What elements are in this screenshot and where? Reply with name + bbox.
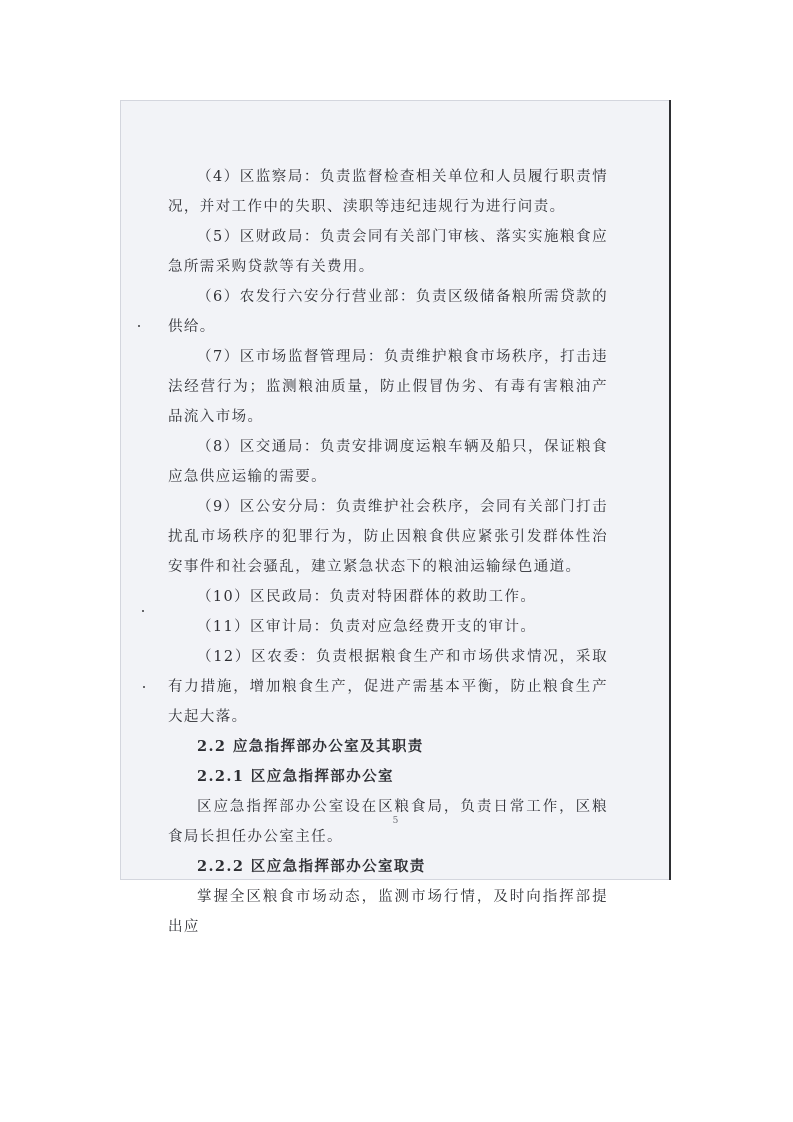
paragraph-finance-bureau: （5）区财政局：负责会同有关部门审核、落实实施粮食应急所需采购贷款等有关费用。	[168, 229, 608, 275]
scan-speck	[142, 610, 144, 612]
paragraph-agricultural-bank: （6）农发行六安分行营业部：负责区级储备粮所需贷款的供给。	[168, 289, 608, 335]
scan-speck	[138, 325, 140, 327]
page-number: 5	[392, 816, 399, 826]
paragraph-public-security: （9）区公安分局：负责维护社会秩序，会同有关部门打击扰乱市场秩序的犯罪行为，防止因粮食供应紧张引发群体性治安事件和社会骚乱，建立紧急状态下的粮油运输绿色通道。	[168, 499, 608, 575]
section-heading-2-2-2: 2.2.2 区应急指挥部办公室取责	[197, 858, 426, 875]
scanned-page	[120, 100, 671, 935]
paragraph-market-supervision: （7）区市场监督管理局：负责维护粮食市场秩序，打击违法经营行为；监测粮油质量，防止假冒伪劣、有毒有害粮油产品流入市场。	[168, 349, 608, 425]
paragraph-2-2-1: 区应急指挥部办公室设在区粮食局，负责日常工作，区粮食局长担任办公室主任。	[168, 799, 608, 845]
scan-speck	[143, 686, 145, 688]
section-heading-2-2-1: 2.2.1 区应急指挥部办公室	[197, 768, 394, 785]
paragraph-civil-affairs: （10）区民政局：负责对特困群体的救助工作。	[197, 589, 537, 605]
paragraph-agriculture-committee: （12）区农委：负责根据粮食生产和市场供求情况，采取有力措施，增加粮食生产，促进产需基本平衡，防止粮食生产大起大落。	[168, 649, 608, 725]
section-heading-2-2: 2.2 应急指挥部办公室及其职责	[197, 738, 424, 755]
paragraph-audit-bureau: （11）区审计局：负责对应急经费开支的审计。	[197, 619, 537, 635]
paragraph-2-2-2: 掌握全区粮食市场动态，监测市场行情，及时向指挥部提出应	[168, 889, 608, 935]
paragraph-supervision-bureau: （4）区监察局：负责监督检查相关单位和人员履行职责情况，并对工作中的失职、渎职等违纪违规行为进行问责。	[168, 169, 608, 215]
paragraph-transport-bureau: （8）区交通局：负责安排调度运粮车辆及船只，保证粮食应急供应运输的需要。	[168, 439, 608, 485]
